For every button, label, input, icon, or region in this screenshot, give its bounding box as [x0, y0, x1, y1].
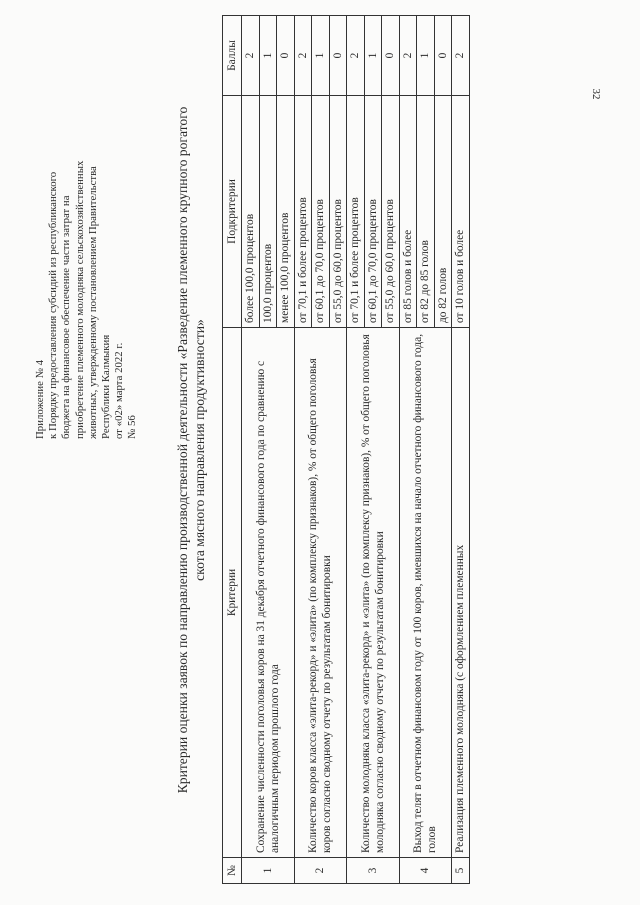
appendix-header — [34, 23, 140, 439]
points: 2 — [452, 16, 470, 96]
subcriterion: более 100,0 процентов — [242, 96, 260, 328]
title-line-2: скота мясного направления продуктивности» — [192, 319, 207, 581]
criterion-text: Сохранение численности поголовья коров на 31 декабря отчетного финансового года по сравнению с аналогичным периодом прошлого года — [242, 328, 295, 858]
subcriterion: от 70,1 и более процентов — [294, 96, 312, 328]
points: 1 — [312, 16, 330, 96]
subcriterion: от 55,0 до 60,0 процентов — [329, 96, 347, 328]
criterion-text: Реализация племенного молодняка (с оформлением племенных — [452, 328, 470, 858]
points: 2 — [399, 16, 417, 96]
row-number: 5 — [452, 858, 470, 884]
appendix-line: к Порядку предоставления субсидий из республиканского — [47, 171, 60, 439]
header-criteria: Критерии — [223, 328, 242, 858]
header-num: № — [223, 858, 242, 884]
table-header-row — [223, 16, 242, 884]
title-line-1: Критерии оценки заявок по направлению производственной деятельности «Разведение племенного крупного рогатого — [175, 106, 190, 794]
appendix-line: животных, утвержденному постановлением Правительства — [86, 166, 99, 439]
subcriterion: от 10 голов и более — [452, 96, 470, 328]
document-title — [174, 15, 208, 885]
points: 2 — [242, 16, 260, 96]
points: 0 — [434, 16, 452, 96]
points: 1 — [417, 16, 435, 96]
criterion-text: Количество коров класса «элита-рекорд» и «элита» (по комплексу признаков), % от общего поголовья коров согласно сводному отчету по результатам бонитировки — [294, 328, 347, 858]
row-number: 1 — [242, 858, 295, 884]
header-subcriteria: Подкритерии — [223, 96, 242, 328]
row-number: 4 — [399, 858, 452, 884]
appendix-line: Республики Калмыкия — [100, 334, 113, 439]
subcriterion: от 85 голов и более — [399, 96, 417, 328]
page-number: 32 — [590, 88, 602, 100]
subcriterion: от 60,1 до 70,0 процентов — [312, 96, 330, 328]
criterion-text: Выход телят в отчетном финансовом году от 100 коров, имевшихся на начало отчетного финансового года, голов — [399, 328, 452, 858]
appendix-line: Приложение № 4 — [34, 359, 46, 439]
table-row — [294, 16, 312, 884]
subcriterion: менее 100,0 процентов — [277, 96, 295, 328]
points: 1 — [259, 16, 277, 96]
rotated-page-content — [22, 15, 632, 885]
points: 2 — [347, 16, 365, 96]
subcriterion: от 55,0 до 60,0 процентов — [382, 96, 400, 328]
criteria-table — [222, 15, 470, 884]
subcriterion: до 82 голов — [434, 96, 452, 328]
points: 0 — [329, 16, 347, 96]
subcriterion: от 70,1 и более процентов — [347, 96, 365, 328]
row-number: 3 — [347, 858, 400, 884]
subcriterion: от 60,1 до 70,0 процентов — [364, 96, 382, 328]
appendix-line: бюджета на финансовое обеспечение части затрат на — [60, 195, 73, 439]
points: 1 — [364, 16, 382, 96]
appendix-line: от «02» марта 2022 г. — [113, 342, 126, 439]
points: 0 — [382, 16, 400, 96]
row-number: 2 — [294, 858, 347, 884]
points: 2 — [294, 16, 312, 96]
criterion-text: Количество молодняка класса «элита-рекорд» и «элита» (по комплексу признаков), % от общего поголовья молодняка согласно сводному отчету по результатам бонитировки — [347, 328, 400, 858]
table-row — [452, 16, 470, 884]
table-row — [399, 16, 417, 884]
subcriterion: от 82 до 85 голов — [417, 96, 435, 328]
appendix-line: приобретение племенного молодняка сельскохозяйственных — [73, 160, 86, 439]
table-row — [242, 16, 260, 884]
header-points: Баллы — [223, 16, 242, 96]
points: 0 — [277, 16, 295, 96]
appendix-line: № 56 — [126, 415, 139, 439]
subcriterion: 100,0 процентов — [259, 96, 277, 328]
table-row — [347, 16, 365, 884]
